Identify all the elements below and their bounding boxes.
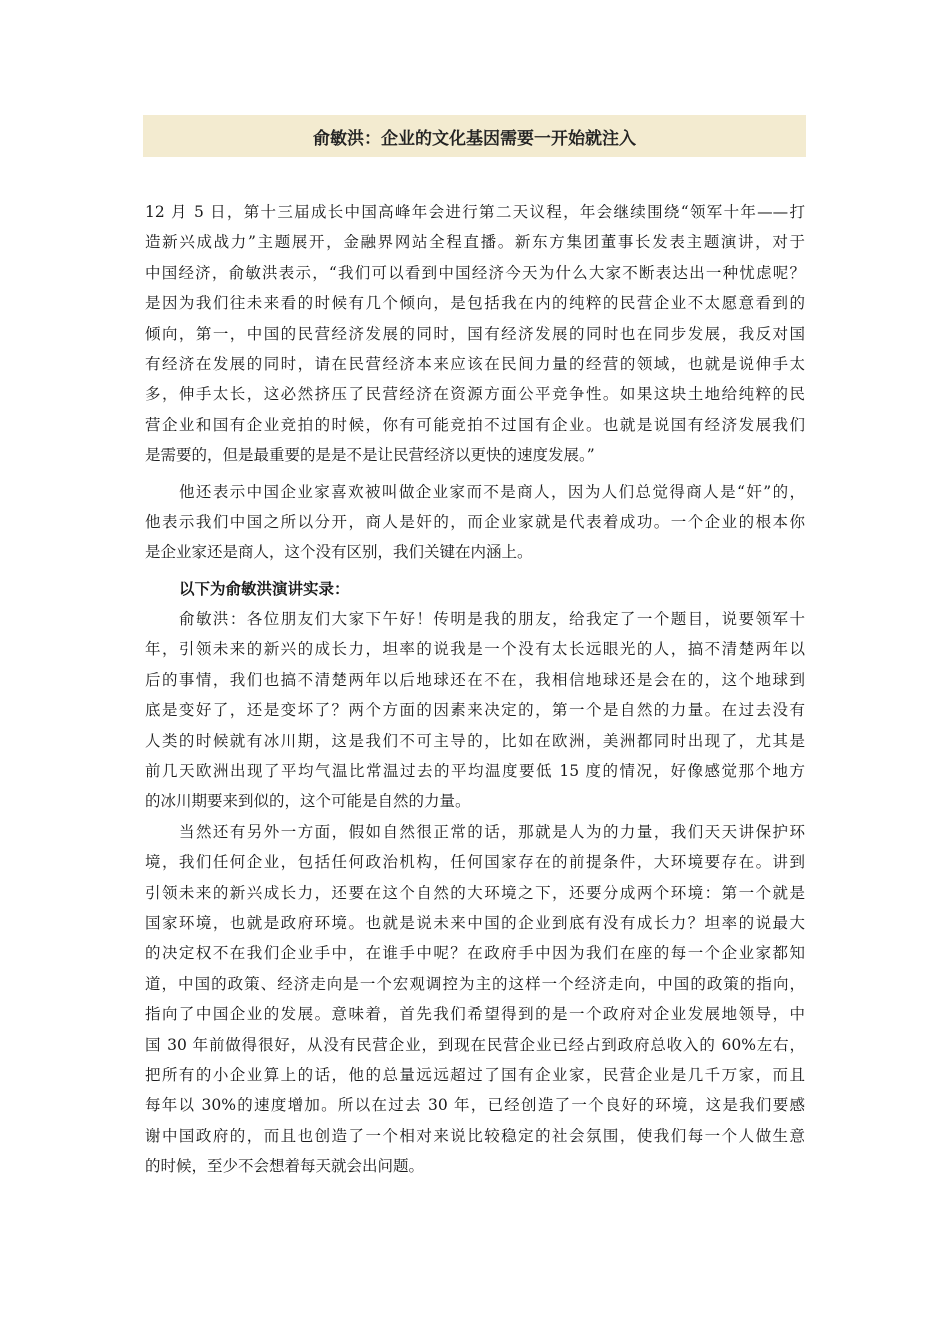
text-line: 12 月 5 日，第十三届成长中国高峰年会进行第二天议程，年会继续围绕“领军十年——打 [145, 203, 805, 221]
text-line: 指向了中国企业的发展。意味着，首先我们希望得到的是一个政府对企业发展地领导，中 [145, 1005, 805, 1024]
text-line: 以下为俞敏洪演讲实录： [179, 579, 350, 598]
paragraph [145, 197, 805, 471]
text-line: 后的事情，我们也搞不清楚两年以后地球还在不在，我相信地球还是会在的，这个地球到 [145, 670, 805, 689]
paragraph [145, 604, 805, 817]
text-line: 当然还有另外一方面，假如自然很正常的话，那就是人为的力量，我们天天讲保护环 [179, 822, 805, 841]
paragraph [145, 477, 805, 568]
article-title: 俞敏洪：企业的文化基因需要一开始就注入 [313, 128, 636, 149]
text-line: 他表示我们中国之所以分开，商人是奸的，而企业家就是代表着成功。一个企业的根本你 [145, 512, 805, 531]
text-line: 引领未来的新兴成长力，还要在这个自然的大环境之下，还要分成两个环境：第一个就是 [145, 883, 805, 902]
text-line: 的决定权不在我们企业手中，在谁手中呢？在政府手中因为我们在座的每一个企业家都知 [145, 944, 805, 963]
text-line: 倾向，第一，中国的民营经济发展的同时，国有经济发展的同时也在同步发展，我反对国 [145, 324, 805, 343]
title-banner [143, 115, 806, 157]
text-line: 造新兴成战力”主题展开，金融界网站全程直播。新东方集团董事长发表主题演讲，对于 [145, 233, 805, 252]
text-line: 道，中国的政策、经济走向是一个宏观调控为主的这样一个经济走向，中国的政策的指向， [145, 974, 805, 993]
text-line: 谢中国政府的，而且也创造了一个相对来说比较稳定的社会氛围，使我们每一个人做生意 [145, 1126, 805, 1145]
text-line: 俞敏洪：各位朋友们大家下午好！传明是我的朋友，给我定了一个题目，说要领军十 [179, 610, 805, 629]
text-line: 年，引领未来的新兴的成长力，坦率的说我是一个没有太长远眼光的人，搞不清楚两年以 [145, 640, 805, 659]
text-line: 是企业家还是商人，这个没有区别，我们关键在内涵上。 [145, 543, 533, 562]
section-heading [145, 574, 805, 604]
text-line: 境，我们任何企业，包括任何政治机构，任何国家存在的前提条件，大环境要存在。讲到 [145, 853, 805, 872]
text-line: 营企业和国有企业竞拍的时候，你有可能竞拍不过国有企业。也就是说国有经济发展我们 [145, 415, 805, 434]
text-line: 是因为我们往未来看的时候有几个倾向，是包括我在内的纯粹的民营企业不太愿意看到的 [145, 294, 805, 313]
text-line: 前几天欧洲出现了平均气温比常温过去的平均温度要低 15 度的情况，好像感觉那个地方 [145, 762, 805, 781]
text-line: 底是变好了，还是变坏了？两个方面的因素来决定的，第一个是自然的力量。在过去没有 [145, 701, 805, 720]
text-line: 中国经济，俞敏洪表示，“我们可以看到中国经济今天为什么大家不断表达出一种忧虑呢？ [145, 263, 805, 282]
article-body [145, 197, 805, 1182]
text-line: 国家环境，也就是政府环境。也就是说未来中国的企业到底有没有成长力？坦率的说最大 [145, 913, 805, 932]
text-line: 的时候，至少不会想着每天就会出问题。 [145, 1157, 425, 1176]
text-line: 有经济在发展的同时，请在民营经济本来应该在民间力量的经营的领域，也就是说伸手太 [145, 354, 805, 373]
paragraph [145, 817, 805, 1182]
text-line: 把所有的小企业算上的话，他的总量远远超过了国有企业家，民营企业是几千万家，而且 [145, 1065, 805, 1084]
text-line: 他还表示中国企业家喜欢被叫做企业家而不是商人，因为人们总觉得商人是“奸”的， [179, 482, 805, 501]
text-line: 是需要的，但是最重要的是是不是让民营经济以更快的速度发展。” [145, 446, 595, 465]
text-line: 人类的时候就有冰川期，这是我们不可主导的，比如在欧洲，美洲都同时出现了，尤其是 [145, 731, 805, 750]
text-line: 多，伸手太长，这必然挤压了民营经济在资源方面公平竞争性。如果这块土地给纯粹的民 [145, 385, 805, 404]
text-line: 的冰川期要来到似的，这个可能是自然的力量。 [145, 792, 471, 811]
text-line: 每年以 30%的速度增加。所以在过去 30 年，已经创造了一个良好的环境，这是我们要感 [145, 1096, 805, 1115]
text-line: 国 30 年前做得很好，从没有民营企业，到现在民营企业已经占到政府总收入的 60%左右， [145, 1035, 805, 1054]
